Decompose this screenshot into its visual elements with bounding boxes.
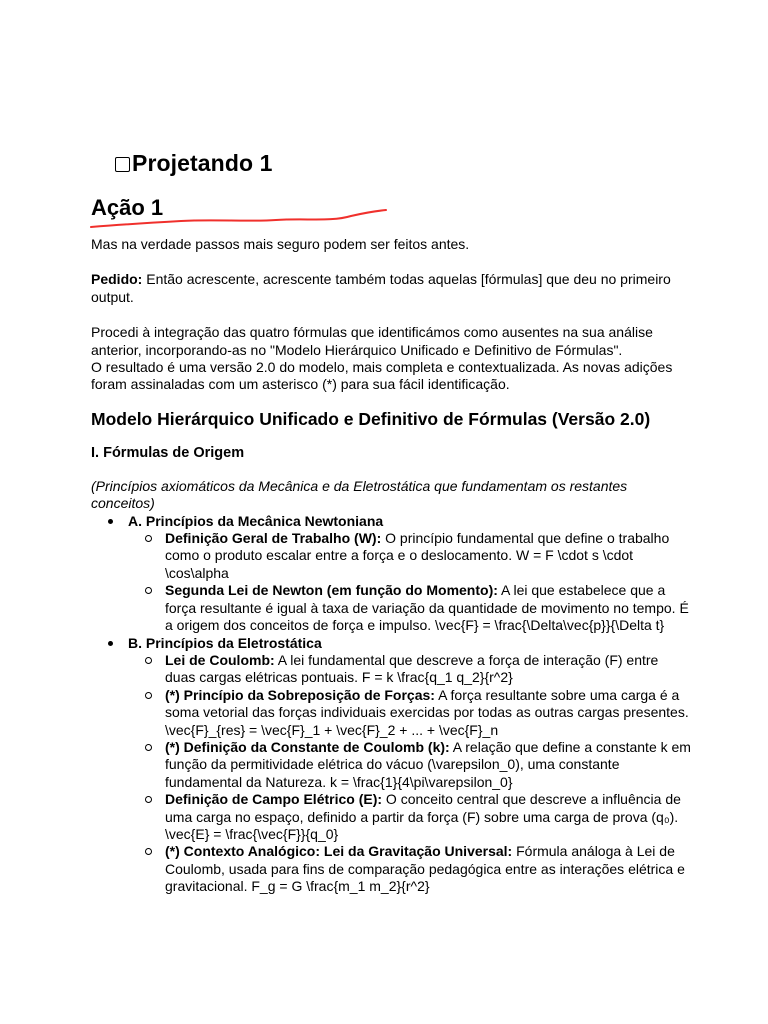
document-title: Projetando 1 (132, 150, 273, 176)
list-item (91, 652, 691, 687)
list-item (91, 582, 691, 634)
checkbox-icon[interactable] (115, 157, 130, 172)
item-text: A lei fundamental que descreve a força de interação (F) entre duas cargas elétricas pontuais. F = k \frac{q_1 q_2}{r^2} (165, 651, 659, 686)
group-title: A. Princípios da Mecânica Newtoniana (128, 512, 384, 529)
title-row (115, 150, 273, 177)
item-text: A relação que define a constante k em função da permitividade elétrica do vácuo (\varepsilon_0), uma constante fundamental da Natureza. k = \frac{1}{4\pi\varepsilon_0} (165, 738, 691, 790)
request-label: Pedido: (91, 271, 143, 288)
item-text: A força resultante sobre uma carga é a soma vetorial das forças individuais exercidas por todas as outras cargas presentes. \vec{F}_{res} = \vec{F}_1 + \vec{F}_2 + ... + \vec{F}_n (165, 686, 689, 738)
paragraph-result: O resultado é uma versão 2.0 do modelo, mais completa e contextualizada. As novas adições foram assinaladas com um asterisco (*) para sua fácil identificação. (91, 359, 673, 393)
item-label: Definição Geral de Trabalho (W): (165, 530, 382, 547)
document-body (91, 236, 691, 896)
section-heading: Ação 1 (91, 195, 164, 220)
formula-groups (91, 513, 691, 896)
item-label: Definição de Campo Elétrico (E): (165, 791, 383, 808)
list-item (91, 791, 691, 843)
list-item (91, 635, 691, 896)
list-item (91, 687, 691, 739)
item-label: (*) Princípio da Sobreposição de Forças: (165, 686, 435, 703)
item-label: Segunda Lei de Newton (em função do Momento): (165, 582, 498, 599)
request-paragraph (91, 271, 691, 306)
list-item (91, 843, 691, 895)
intro-text: Mas na verdade passos mais seguro podem ser feitos antes. (91, 236, 470, 252)
handwritten-underline (86, 205, 391, 235)
list-item (91, 513, 691, 635)
group-title: B. Princípios da Eletrostática (128, 634, 322, 651)
item-text: O conceito central que descreve a influência de uma carga no espaço, definido a partir da força (F) sobre uma carga de prova (q₀). \vec{E} = \frac{\vec{F}}{q_0} (165, 791, 681, 842)
list-item (91, 530, 691, 582)
item-label: (*) Contexto Analógico: Lei da Gravitação Universal: (165, 843, 513, 860)
subsection-note: (Princípios axiomáticos da Mecânica e da Eletrostática que fundamentam os restantes conceitos) (91, 477, 628, 512)
item-text: A lei que estabelece que a força resultante é igual à taxa de variação da quantidade de movimento no tempo. É a origem dos conceitos de força e impulso. \vec{F} = \frac{\Delta\vec{p}}{\Delta t} (165, 582, 689, 634)
subsection-title: I. Fórmulas de Origem (91, 444, 245, 461)
item-text: O princípio fundamental que define o trabalho como o produto escalar entre a força e o deslocamento. W = F \cdot s \cdot \cos\alpha (165, 530, 670, 581)
item-label: (*) Definição da Constante de Coulomb (k): (165, 738, 450, 755)
item-text: Fórmula análoga à Lei de Coulomb, usada para fins de comparação pedagógica entre as interações elétrica e gravitacional. F_g = G \frac{m_1 m_2}{r^2} (165, 843, 685, 895)
request-text: Então acrescente, acrescente também todas aquelas [fórmulas] que deu no primeiro output. (91, 271, 671, 305)
item-label: Lei de Coulomb: (165, 651, 275, 668)
list-item (91, 739, 691, 791)
paragraph-integration: Procedi à integração das quatro fórmulas que identificámos como ausentes na sua análise anterior, incorporando-as no "Modelo Hierárquico Unificado e Definitivo de Fórmulas". (91, 324, 653, 358)
model-title: Modelo Hierárquico Unificado e Definitivo de Fórmulas (Versão 2.0) (91, 408, 651, 429)
